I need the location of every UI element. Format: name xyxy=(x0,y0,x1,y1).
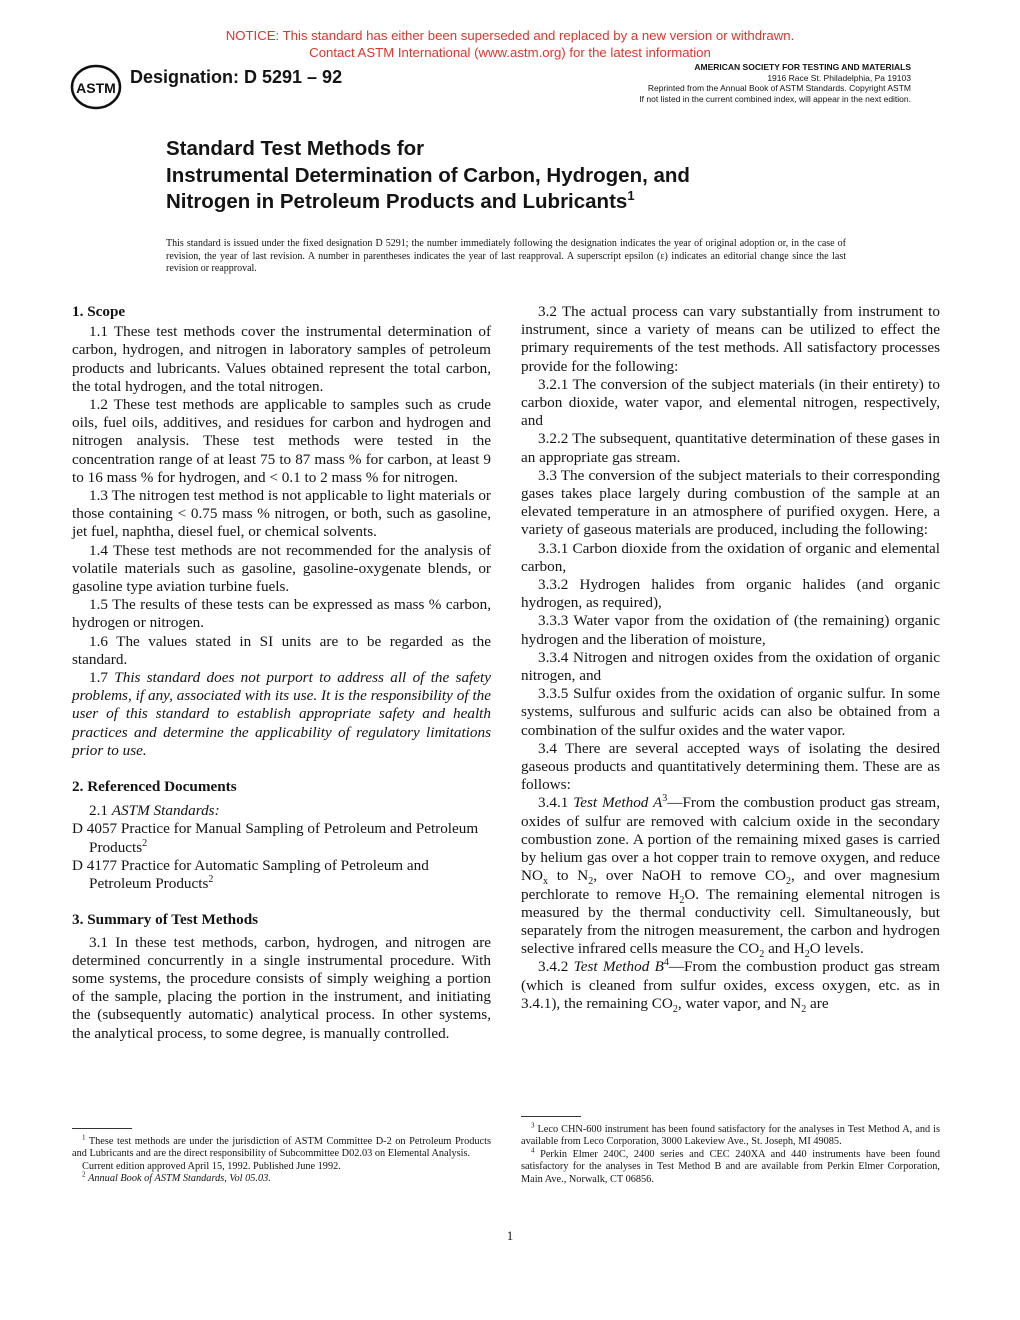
svg-text:ASTM: ASTM xyxy=(76,80,116,96)
footnotes-right xyxy=(521,1121,940,1186)
society-info xyxy=(560,62,911,104)
title-footnote-mark: 1 xyxy=(627,188,635,204)
paragraph-1-7: 1.7 This standard does not purport to address all of the safety problems, if any, associated with its use. It is the responsibility of the user of this standard to establish appropriate safety and health practices and determine the applicability of regulatory limitations prior to use. xyxy=(72,669,491,759)
footnote-3: $^3$ Leco CHN-600 instrument has been found satisfactory for the analyses in Test Method A, and is available from Leco Corporation, 3000 Lakeview Ave., St. Joseph, MI 49085. xyxy=(521,1121,940,1148)
paragraph-3-3-2: 3.3.2 Hydrogen halides from organic halides (and organic hydrogen, as required), xyxy=(521,576,940,612)
notice-line-2[interactable]: Contact ASTM International (www.astm.org) for the latest information xyxy=(309,44,711,60)
paragraph-3-3-4: 3.3.4 Nitrogen and nitrogen oxides from the oxidation of organic nitrogen, and xyxy=(521,648,940,685)
society-name: AMERICAN SOCIETY FOR TESTING AND MATERIALS xyxy=(694,62,911,72)
title-line-3: Nitrogen in Petroleum Products and Lubricants$^1$ xyxy=(166,188,635,213)
footnote-2: $^2$ Annual Book of ASTM Standards, Vol 05.03. xyxy=(82,1170,271,1185)
document-title xyxy=(166,136,866,216)
notice-line-1: NOTICE: This standard has either been superseded and replaced by a new version or withdrawn. xyxy=(225,28,795,43)
paragraph-3-2-2: 3.2.2 The subsequent, quantitative determination of these gases in an appropriate gas stream. xyxy=(521,430,940,466)
designation: Designation: D 5291 – 92 xyxy=(130,67,343,87)
paragraph-2-1: 2.1 ASTM Standards: xyxy=(89,802,220,820)
society-address: 1916 Race St. Philadelphia, Pa 19103 xyxy=(767,72,911,83)
paragraph-3-2-1: 3.2.1 The conversion of the subject materials (in their entirety) to carbon dioxide, water vapor, and elemental nitrogen, respectively, and xyxy=(521,375,940,430)
paragraph-3-4-2: 3.4.2 Test Method $B^4—From$ the combustion product gas stream (which is cleaned from sulfur oxides, excess oxygen, etc. as in 3.4.1), the remaining $CO_2$, water vapor, and $N_2$ are xyxy=(521,957,940,1015)
footnote-1: $^1$ These test methods are under the jurisdiction of ASTM Committee D-2 on Petroleum Products and Lubricants and are the direct responsibility of Subcommittee D02.03 on Elemental Analysis. xyxy=(72,1133,491,1160)
astm-logo xyxy=(70,62,124,110)
footnote-1-approval: Current edition approved April 15, 1992. Published June 1992. xyxy=(82,1160,341,1172)
society-reprint: Reprinted from the Annual Book of ASTM Standards. Copyright ASTM xyxy=(647,83,911,93)
footnote-4: $^4$ Perkin Elmer 240C, 2400 series and CEC 240XA and 440 instruments have been found satisfactory for the analyses in Test Method B and are available from Perkin Elmer Corporation, Main Ave., Norwalk, CT 06856. xyxy=(521,1146,940,1185)
reference-d4177: D 4177 Practice for Automatic Sampling of Petroleum and Petroleum Products$^2$ xyxy=(72,856,429,893)
paragraph-3-3-5: 3.3.5 Sulfur oxides from the oxidation of organic sulfur. In some systems, sulfurous and sulfuric acids can also be obtained from a combination of the sulfur oxides and the water vapor. xyxy=(521,685,940,739)
paragraph-3-1: 3.1 In these test methods, carbon, hydrogen, and nitrogen are determined concurrently in a single instrumental procedure. With some systems, the procedure consists of simply weighing a portion of the sample, placing the portion in the instrument, and initiating the (subsequently automatic) analytical process. In other systems, the analytical process, to some degree, is manually controlled. xyxy=(72,933,491,1042)
section-heading-referenced: 2. Referenced Documents xyxy=(72,778,237,796)
paragraph-3-2: 3.2 The actual process can vary substantially from instrument to instrument, since a variety of means can be utilized to effect the primary requirements of the test methods. All satisfactory processes provide for the following: xyxy=(521,303,940,375)
title-line-2: Instrumental Determination of Carbon, Hydrogen, and xyxy=(166,163,690,187)
section-heading-summary: 3. Summary of Test Methods xyxy=(72,911,259,929)
paragraph-3-4: 3.4 There are several accepted ways of isolating the desired gaseous products and quantitatively determining them. These are as follows: xyxy=(521,739,940,794)
footnote-rule-right xyxy=(521,1116,581,1117)
paragraph-1-2: 1.2 These test methods are applicable to samples such as crude oils, fuel oils, additives, and residues for carbon and hydrogen and nitrogen analysis. These test methods were tested in the concentration range of at least 75 to 87 mass % for carbon, at least 9 to 16 mass % for hydrogen, and < 0.1 to 2 mass % for nitrogen. xyxy=(72,396,491,486)
paragraph-3-3: 3.3 The conversion of the subject materials to their corresponding gases takes place largely during combustion of the sample at an elevated temperature in an atmosphere of purified oxygen. Here, a variety of gaseous materials are produced, including the following: xyxy=(521,466,940,539)
reference-d4057: D 4057 Practice for Manual Sampling of Petroleum and Petroleum Products$^2$ xyxy=(72,820,479,856)
paragraph-1-3: 1.3 The nitrogen test method is not applicable to light materials or those containing < 0.75 mass % nitrogen, or both, such as gasoline, jet fuel, naphtha, diesel fuel, or chemical solvents. xyxy=(72,487,491,541)
title-line-1: Standard Test Methods for xyxy=(166,137,425,160)
right-column xyxy=(521,303,940,1013)
society-index-note: If not listed in the current combined index, will appear in the next edition. xyxy=(639,93,911,104)
paragraph-3-3-3: 3.3.3 Water vapor from the oxidation of (the remaining) organic hydrogen and the liberation of moisture, xyxy=(521,612,940,648)
left-column xyxy=(72,303,491,1043)
issued-note: This standard is issued under the fixed designation D 5291; the number immediately following the designation indicates the year of original adoption or, in the case of revision, the year of last revision. A number in parentheses indicates the year of last reapproval. A superscript epsilon (ε) indicates an editorial change since the last revision or reapproval. xyxy=(166,238,846,274)
superseded-notice xyxy=(0,28,1020,61)
paragraph-1-6: 1.6 The values stated in SI units are to be regarded as the standard. xyxy=(72,632,491,668)
page-number: 1 xyxy=(506,1228,514,1243)
footnotes-left xyxy=(72,1133,491,1186)
paragraph-3-3-1: 3.3.1 Carbon dioxide from the oxidation of organic and elemental carbon, xyxy=(521,539,940,575)
paragraph-1-5: 1.5 The results of these tests can be expressed as mass % carbon, hydrogen or nitrogen. xyxy=(72,596,491,632)
footnote-rule-left xyxy=(72,1128,132,1129)
paragraph-1-4: 1.4 These test methods are not recommended for the analysis of volatile materials such as gasoline, gasoline-oxygenate blends, or gasoline type aviation turbine fuels. xyxy=(72,541,491,596)
paragraph-3-4-1: 3.4.1 Test Method $A^3—From$ the combustion product gas stream, oxides of sulfur are removed with calcium oxide in the secondary combustion zone. A portion of the remaining mixed gases is carried by helium gas over a hot copper train to remove oxygen, and reduce $NO_x$ to $N_2$, over NaOH to remove $CO_2$, and over magnesium perchlorate to remove $H_2O$. The remaining elemental nitrogen is measured by the thermal conductivity cell. Simultaneously, but separately from the nitrogen measurement, the carbon and hydrogen selective infrared cells measure the $CO_2$ and $H_2O$ levels. xyxy=(521,793,940,961)
paragraph-1-1: 1.1 These test methods cover the instrumental determination of carbon, hydrogen, and nitrogen in laboratory samples of petroleum products and lubricants. Values obtained represent the total carbon, the total hydrogen, and the total nitrogen. xyxy=(72,323,491,395)
section-heading-scope: 1. Scope xyxy=(72,303,126,320)
